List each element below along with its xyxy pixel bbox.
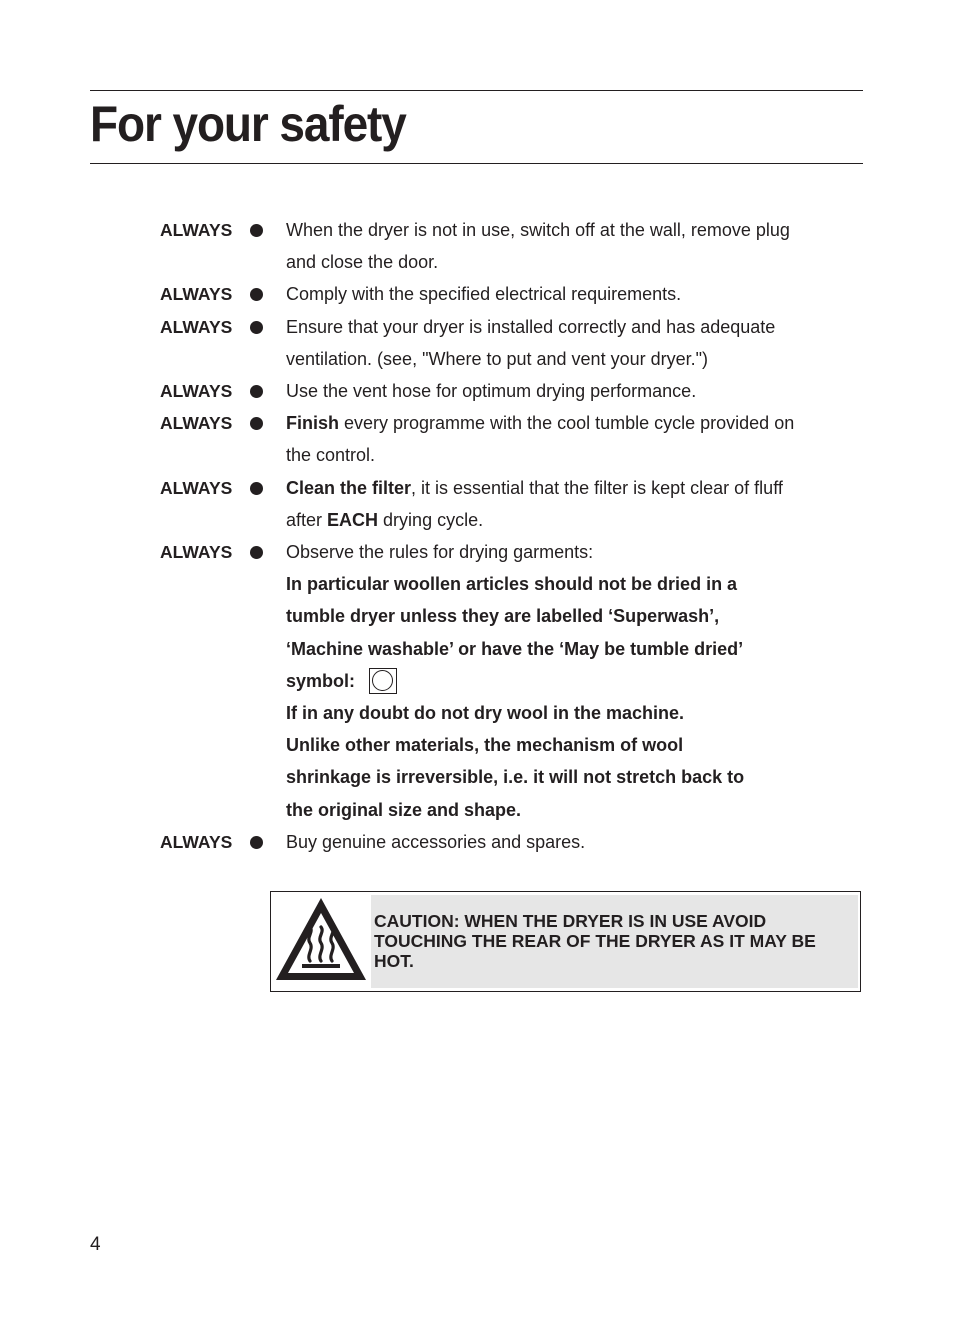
- title-top-rule: [90, 90, 863, 91]
- rule-text-line: Comply with the specified electrical requirements.: [286, 284, 682, 305]
- bullet-icon: [250, 836, 263, 849]
- rule-text-line: [286, 407, 860, 439]
- rule-text: [286, 536, 860, 826]
- rule-text-line: Observe the rules for drying garments:: [286, 542, 594, 563]
- rule-text-fragment: every programme with the cool tumble cycle provided on: [339, 413, 795, 434]
- caution-line: CAUTION: WHEN THE DRYER IS IN USE AVOID: [374, 911, 767, 931]
- safety-rule: [160, 278, 860, 310]
- safety-rule: [160, 375, 860, 407]
- wool-warning-line: the original size and shape.: [286, 799, 522, 820]
- rule-text-line: [286, 504, 860, 536]
- caution-line: HOT.: [374, 951, 414, 971]
- rule-emphasis: Finish: [286, 413, 339, 434]
- rule-text: [286, 311, 860, 375]
- title-bottom-rule: [90, 163, 863, 164]
- caution-box: [270, 891, 861, 992]
- hot-surface-warning-icon: [273, 894, 369, 986]
- bullet-icon: [250, 288, 263, 301]
- safety-rule: [160, 826, 860, 858]
- rule-text: [286, 278, 860, 310]
- rule-emphasis: EACH: [327, 509, 379, 530]
- rule-text-fragment: after: [286, 509, 328, 530]
- safety-rule: [160, 311, 860, 375]
- rule-keyword: ALWAYS: [160, 381, 233, 402]
- rule-text-line: ventilation. (see, "Where to put and vent your dryer."): [286, 348, 708, 369]
- page-title: For your safety: [90, 96, 406, 152]
- safety-rule: [160, 214, 860, 278]
- rule-emphasis: Clean the filter: [286, 477, 412, 498]
- wool-warning-line: tumble dryer unless they are labelled ‘Superwash’,: [286, 606, 720, 627]
- safety-rules-list: [160, 214, 860, 858]
- rule-text-line: [286, 472, 860, 504]
- rule-text: [286, 826, 860, 858]
- caution-line: TOUCHING THE REAR OF THE DRYER AS IT MAY BE: [374, 931, 816, 951]
- rule-keyword: ALWAYS: [160, 831, 233, 852]
- wool-warning-line: In particular woollen articles should not be dried in a: [286, 574, 738, 595]
- symbol-line: [286, 665, 860, 697]
- rule-text: [286, 214, 860, 278]
- rule-text-line: Ensure that your dryer is installed correctly and has adequate: [286, 316, 776, 337]
- rule-text-line: When the dryer is not in use, switch off at the wall, remove plug: [286, 220, 790, 240]
- rule-keyword: ALWAYS: [160, 477, 233, 498]
- page-number: 4: [90, 1234, 101, 1255]
- bullet-icon: [250, 417, 263, 430]
- bullet-icon: [250, 482, 263, 495]
- bullet-icon: [250, 546, 263, 559]
- rule-keyword: ALWAYS: [160, 316, 233, 337]
- rule-text-fragment: drying cycle.: [378, 509, 484, 530]
- wool-warning-line: ‘Machine washable’ or have the ‘May be tumble dried’: [286, 638, 744, 659]
- rule-keyword: ALWAYS: [160, 413, 233, 434]
- wool-warning-line: shrinkage is irreversible, i.e. it will not stretch back to: [286, 767, 745, 788]
- rule-text-fragment: , it is essential that the filter is kept clear of fluff: [411, 477, 783, 498]
- caution-text: [374, 911, 860, 971]
- rule-text: [286, 407, 860, 471]
- rule-text-line: Buy genuine accessories and spares.: [286, 831, 586, 852]
- wool-warning-line: Unlike other materials, the mechanism of wool: [286, 735, 684, 756]
- rule-text-line: and close the door.: [286, 252, 439, 273]
- safety-rule: [160, 536, 860, 826]
- rule-text: [286, 472, 860, 536]
- rule-text-line: the control.: [286, 445, 376, 466]
- tumble-dry-symbol-icon: [369, 668, 397, 694]
- rule-text: [286, 375, 860, 407]
- rule-keyword: ALWAYS: [160, 542, 233, 563]
- bullet-icon: [250, 385, 263, 398]
- bullet-icon: [250, 321, 263, 334]
- rule-keyword: ALWAYS: [160, 220, 233, 240]
- caution-text-area: [371, 895, 858, 988]
- rule-text-line: Use the vent hose for optimum drying performance.: [286, 381, 697, 402]
- rule-keyword: ALWAYS: [160, 284, 233, 305]
- safety-rule: [160, 407, 860, 471]
- safety-rule: [160, 472, 860, 536]
- wool-warning-line: If in any doubt do not dry wool in the machine.: [286, 703, 684, 724]
- bullet-icon: [250, 224, 263, 237]
- symbol-label: symbol:: [286, 670, 356, 691]
